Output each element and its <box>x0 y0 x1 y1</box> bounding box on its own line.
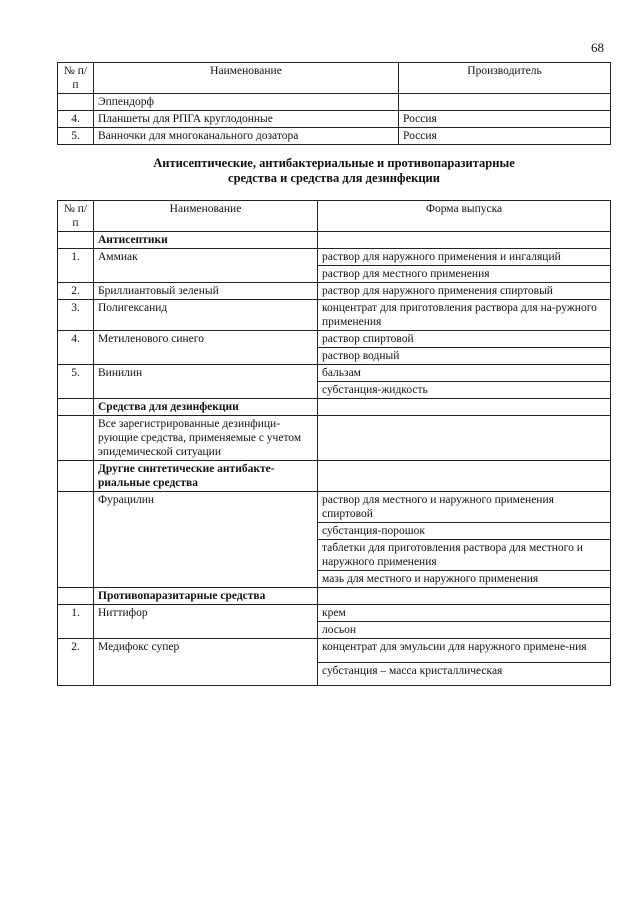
group-row <box>58 232 611 249</box>
form-cell: субстанция – масса кристаллическая <box>318 662 611 686</box>
table-row <box>58 492 611 523</box>
form-cell: раствор спиртовой <box>318 331 611 348</box>
form-cell: раствор для наружного применения спиртовый <box>318 283 611 300</box>
table-row <box>58 365 611 382</box>
form-cell: субстанция-порошок <box>318 523 611 540</box>
form-cell: концентрат для приготовления раствора для на-ружного применения <box>318 300 611 331</box>
name-cell: Планшеты для РПГА круглодонные <box>94 111 399 128</box>
form-cell: концентрат для эмульсии для наружного примене-ния <box>318 639 611 663</box>
table-row <box>58 94 611 111</box>
manufacturers-table <box>57 62 611 145</box>
name-cell: Аммиак <box>94 249 318 283</box>
section-heading <box>60 156 608 186</box>
name-cell: Эппендорф <box>94 94 399 111</box>
group-label: Другие синтетические антибакте-риальные средства <box>94 461 318 492</box>
col-form-header: Форма выпуска <box>318 201 611 232</box>
group-row <box>58 461 611 492</box>
col-number-header: № п/п <box>58 201 94 232</box>
table-row <box>58 300 611 331</box>
number-cell: 1. <box>58 605 94 639</box>
group-label: Средства для дезинфекции <box>94 399 318 416</box>
table-row <box>58 331 611 348</box>
form-cell: крем <box>318 605 611 622</box>
number-cell: 5. <box>58 128 94 145</box>
number-cell: 4. <box>58 111 94 128</box>
form-cell: раствор для местного применения <box>318 266 611 283</box>
col-number-header: № п/п <box>58 63 94 94</box>
table-row <box>58 249 611 266</box>
maker-cell: Россия <box>399 111 611 128</box>
form-cell: раствор водный <box>318 348 611 365</box>
antiseptics-table <box>57 200 611 686</box>
name-cell: Ниттифор <box>94 605 318 639</box>
page-number: 68 <box>591 40 604 55</box>
col-name-header: Наименование <box>94 63 399 94</box>
table-row <box>58 639 611 663</box>
form-cell: субстанция-жидкость <box>318 382 611 399</box>
number-cell: 2. <box>58 639 94 686</box>
form-cell: бальзам <box>318 365 611 382</box>
name-cell: Полигексанид <box>94 300 318 331</box>
col-name-header: Наименование <box>94 201 318 232</box>
table-row <box>58 128 611 145</box>
name-cell: Медифокс супер <box>94 639 318 686</box>
number-cell: 2. <box>58 283 94 300</box>
group-label: Антисептики <box>94 232 318 249</box>
form-cell: лосьон <box>318 622 611 639</box>
section-heading-line: средства и средства для дезинфекции <box>228 171 440 185</box>
number-cell: 4. <box>58 331 94 365</box>
name-cell: Фурацилин <box>94 492 318 588</box>
form-cell: раствор для наружного применения и ингаляций <box>318 249 611 266</box>
form-cell: мазь для местного и наружного применения <box>318 571 611 588</box>
name-cell: Бриллиантовый зеленый <box>94 283 318 300</box>
form-cell: раствор для местного и наружного применения спиртовой <box>318 492 611 523</box>
table-row <box>58 111 611 128</box>
table-header-row <box>58 201 611 232</box>
number-cell: 3. <box>58 300 94 331</box>
name-cell: Метиленового синего <box>94 331 318 365</box>
name-cell: Винилин <box>94 365 318 399</box>
group-label: Противопаразитарные средства <box>94 588 318 605</box>
table-row <box>58 605 611 622</box>
number-cell: 1. <box>58 249 94 283</box>
number-cell: 5. <box>58 365 94 399</box>
section-heading-line: Антисептические, антибактериальные и противопаразитарные <box>153 156 515 170</box>
group-row <box>58 399 611 416</box>
name-cell: Все зарегистрированные дезинфици-рующие средства, применяемые с учетом эпидемической ситуации <box>94 416 318 461</box>
col-maker-header: Производитель <box>399 63 611 94</box>
group-row <box>58 588 611 605</box>
table-row <box>58 416 611 461</box>
maker-cell: Россия <box>399 128 611 145</box>
form-cell: таблетки для приготовления раствора для местного и наружного применения <box>318 540 611 571</box>
name-cell: Ванночки для многоканального дозатора <box>94 128 399 145</box>
table-row <box>58 283 611 300</box>
table-header-row <box>58 63 611 94</box>
